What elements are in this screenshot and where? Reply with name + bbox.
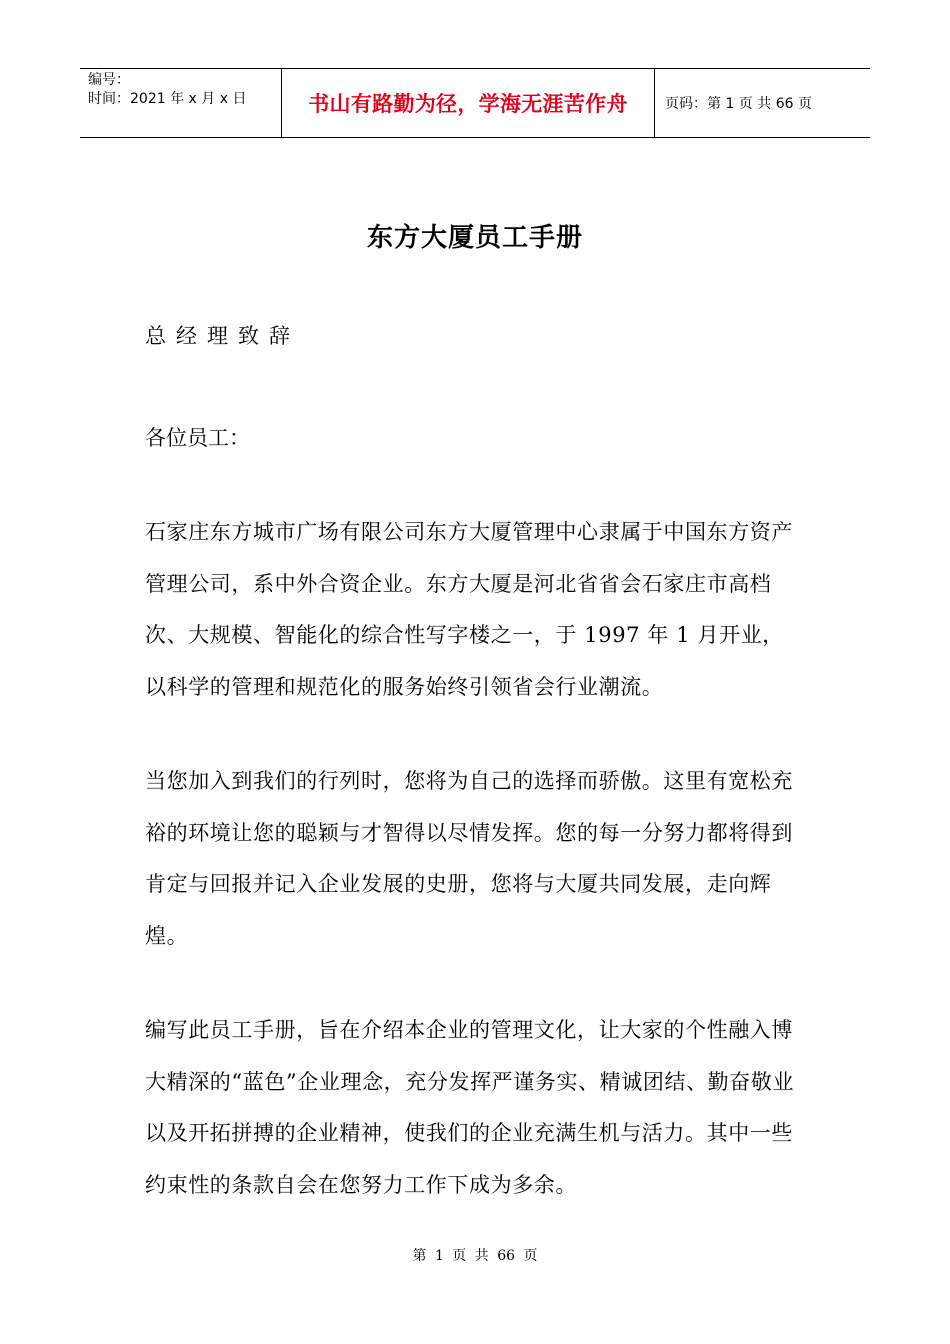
section-subheading: 总经理致辞 — [145, 324, 300, 348]
greeting: 各位员工： — [145, 426, 250, 450]
document-header — [80, 68, 870, 138]
number-label: 编号： — [88, 72, 130, 88]
header-meta — [80, 69, 281, 137]
header-motto: 书山有路勤为径，学海无涯苦作舟 — [281, 69, 655, 137]
page-footer: 第 1 页 共 66 页 — [412, 1248, 538, 1264]
body-paragraph: 编写此员工手册，旨在介绍本企业的管理文化，让大家的个性融入博大精深的“蓝色”企业理念，充分发挥严谨务实、精诚团结、勤奋敬业以及开拓拼搏的企业精神，使我们的企业充满生机与活力。其中一些约束性的条款自会在您努力工作下成为多余。 — [145, 1018, 795, 1197]
body-paragraph: 石家庄东方城市广场有限公司东方大厦管理中心隶属于中国东方资产管理公司，系中外合资企业。东方大厦是河北省省会石家庄市高档次、大规模、智能化的综合性写字楼之一，于 1997 年 1 月开业，以科学的管理和规范化的服务始终引领省会行业潮流。 — [145, 520, 793, 699]
header-page-info: 页码：第 1 页 共 66 页 — [665, 96, 812, 112]
body-paragraph: 当您加入到我们的行列时，您将为自己的选择而骄傲。这里有宽松充裕的环境让您的聪颖与才智得以尽情发挥。您的每一分努力都将得到肯定与回报并记入企业发展的史册，您将与大厦共同发展，走向辉煌。 — [145, 769, 793, 948]
document-title: 东方大厦员工手册 — [366, 223, 583, 253]
date-line: 时间：2021 年 x 月 x 日 — [88, 91, 247, 107]
